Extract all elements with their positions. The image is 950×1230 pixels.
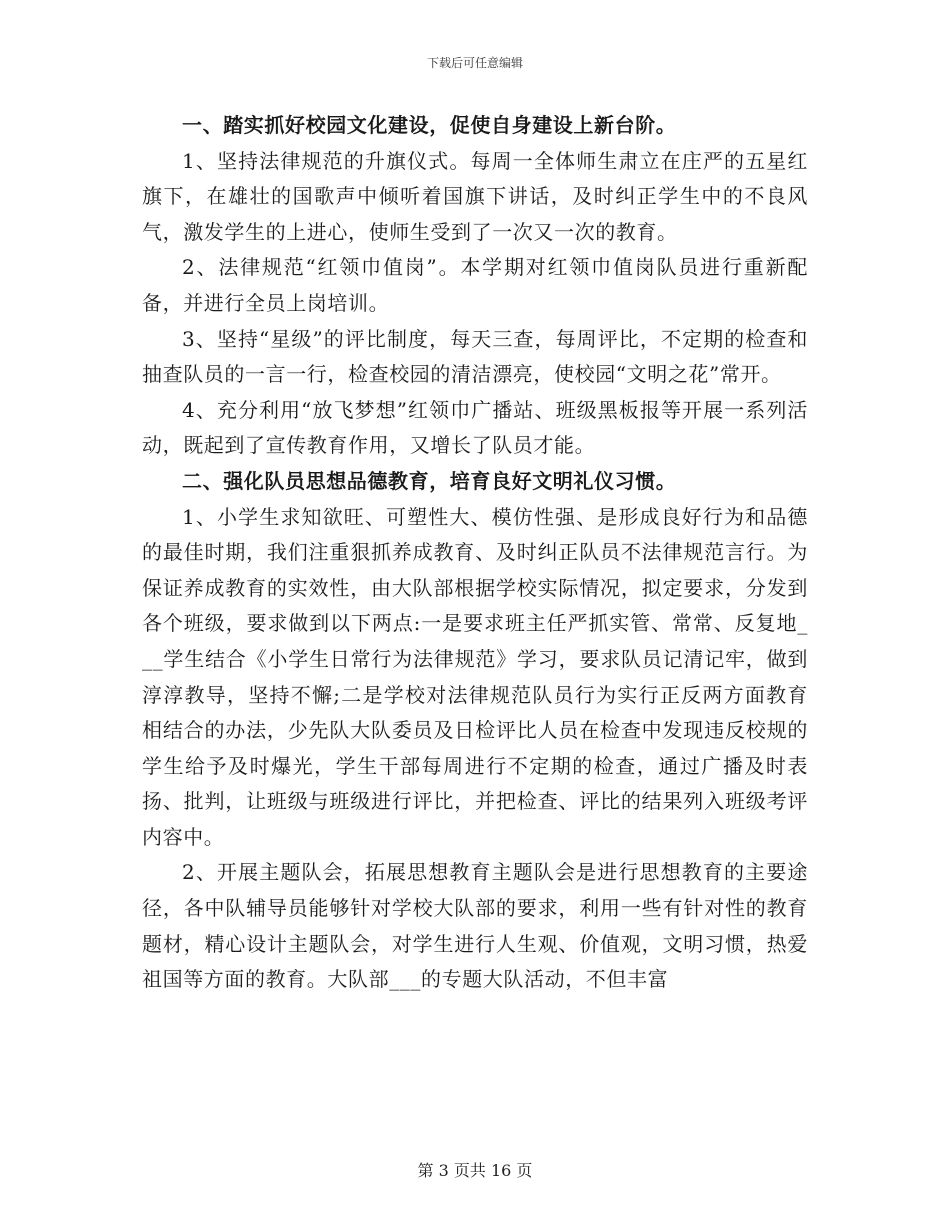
paragraph-flag-ceremony: 1、坚持法律规范的升旗仪式。每周一全体师生肃立在庄严的五星红旗下，在雄壮的国歌声中倾听着国旗下讲话，及时纠正学生中的不良风气，激发学生的上进心，使师生受到了一次又一次的教育。 [142,148,808,244]
document-body [142,108,808,998]
paragraph-theme-meetings: 2、开展主题队会，拓展思想教育主题队会是进行思想教育的主要途径，各中队辅导员能够针对学校大队部的要求，利用一些有针对性的教育题材，精心设计主题队会，对学生进行人生观、价值观，文明习惯，热爱祖国等方面的教育。大队部___的专题大队活动，不但丰富 [142,860,808,992]
paragraph-star-rating: 3、坚持“星级”的评比制度，每天三查，每周评比，不定期的检查和抽查队员的一言一行，检查校园的清洁漂亮，使校园“文明之花”常开。 [142,326,808,387]
page-number: 第 3 页共 16 页 [417,1161,533,1180]
paragraph-habit-education: 1、小学生求知欲旺、可塑性大、模仿性强、是形成良好行为和品德的最佳时期，我们注重狠抓养成教育、及时纠正队员不法律规范言行。为保证养成教育的实效性，由大队部根据学校实际情况，拟定要求，分发到各个班级，要求做到以下两点:一是要求班主任严抓实管、常常、反复地___学生结合《小学生日常行为法律规范》学习，要求队员记清记牢，做到淳淳教导，坚持不懈;二是学校对法律规范队员行为实行正反两方面教育相结合的办法，少先队大队委员及日检评比人员在检查中发现违反校规的学生给予及时爆光，学生干部每周进行不定期的检查，通过广播及时表扬、批判，让班级与班级进行评比，并把检查、评比的结果列入班级考评内容中。 [142,504,808,849]
paragraph-red-scarf-duty: 2、法律规范“红领巾值岗”。本学期对红领巾值岗队员进行重新配备，并进行全员上岗培训。 [142,255,808,315]
section-heading-2: 二、强化队员思想品德教育，培育良好文明礼仪习惯。 [182,468,677,493]
section-heading-1: 一、踏实抓好校园文化建设，促使自身建设上新台阶。 [182,113,677,137]
paragraph-broadcast-station: 4、充分利用“放飞梦想”红领巾广播站、班级黑板报等开展一系列活动，既起到了宣传教育作用，又增长了队员才能。 [142,397,808,458]
header-note: 下载后可任意编辑 [426,56,523,70]
